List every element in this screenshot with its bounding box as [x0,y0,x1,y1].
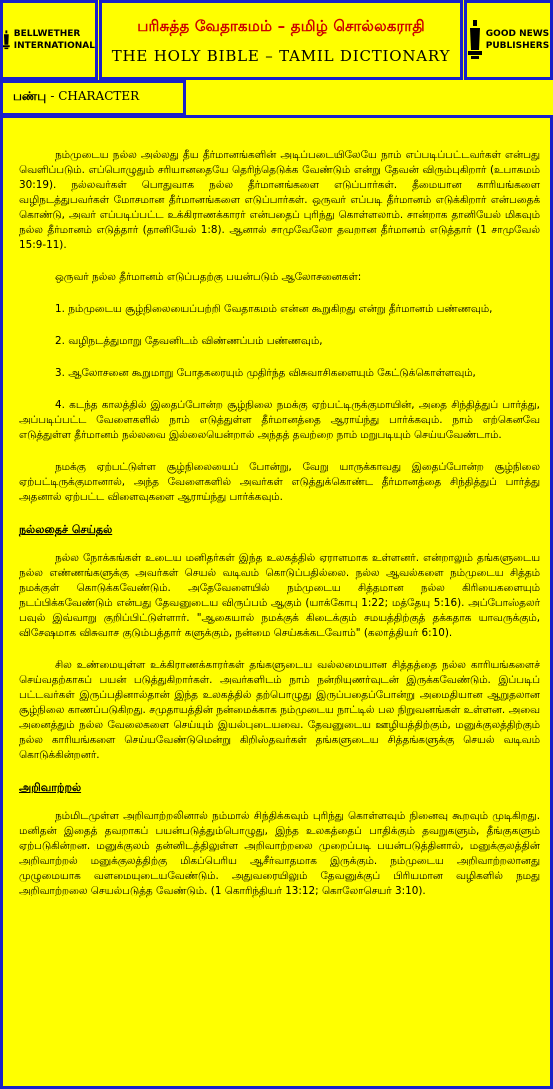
section-title-english: - CHARACTER [50,89,140,103]
left-logo-box [0,0,98,80]
paragraph: நம்மிடமுள்ள அறிவாற்றலினால் நம்மால் சிந்திக்கவும் புரிந்து கொள்ளவும் நினைவு கூறவும் முடிகிறது. மனிதன் இதைத் தவறாகப் பயன்படுத்தும்பொழுது, இந்த உலகத்தைப் பாதிக்கும் தவறுகளும், தீங்குகளும் ஏற்படுகின்றன. மனுக்குலம் தன்னிடத்திலுள்ள அறிவாற்றலை முறைப்படி பயன்படுத்தினால், மனுக்குலத்தின் அறிவாற்றல் மனுக்குலத்திற்கு மிகப்பெரிய ஆசீர்வாதமாக இருக்கும். நம்முடைய அறிவாற்றலானது முழுமையாக வளமையுடையவேண்டும். அதுவரையிலும் தேவனுக்குப் பிரியமான வழிகளில் நமது அறிவாற்றலை செயல்படுத்த வேண்டும். (1 கொரிந்தியர் 13:12; கொலோசெயர் 3:10). [19,810,540,897]
list-item: 3. ஆலோசனை கூறுமாறு போதகரையும் முதிர்ந்த விசுவாசிகளையும் கேட்டுக்கொள்ளவும், [55,367,476,379]
list-item: 2. வழிநடத்துமாறு தேவனிடம் விண்ணப்பம் பண்ணவும், [55,335,323,347]
title-english: THE HOLY BIBLE – TAMIL DICTIONARY [111,47,451,65]
content-box [0,115,553,1089]
good-news-icon [468,20,482,60]
section-tab [0,80,186,116]
list-item: 1. நம்முடைய சூழ்நிலையைப்பற்றி வேதாகமம் என்ன கூறுகிறது என்று தீர்மானம் பண்ணவும், [55,303,493,315]
header [0,0,553,80]
title-tamil: பரிசுத்த வேதாகமம் – தமிழ் சொல்லகராதி [137,17,425,35]
section-title-tamil: பண்பு [13,89,47,103]
left-logo-line2: INTERNATIONAL [13,41,95,51]
paragraph: நம்முடைய நல்ல அல்லது தீய தீர்மானங்களின் அடிப்படையிலேயே நாம் எப்படிப்பட்டவர்கள் என்பது வெளிப்படும். எப்பொழுதும் சரியானதையே தெரிந்தெடுக்க வேண்டும் என்று தேவன் விரும்புகிறார் (உபாகமம் 30:19). நல்லவர்கள் பொதுவாக நல்ல தீர்மானங்களை எடுப்பார்கள். தீமையான காரியங்களை வழிநடத்துபவர்கள் மோசமான தீர்மானங்களை எடுப்பார்கள். ஒருவர் எப்படி தீர்மானம் எடுக்கிறார் என்பதைக் கொண்டு, அவர் எப்படிப்பட்ட உக்கிராணக்காரர் என்பதைப் புரிந்து கொள்ளலாம். சான்றாக தானியேல் மிகவும் நல்ல தீர்மானம் எடுத்தார் (தானியேல் 1:8). ஆனால் சாமுவேலோ தவறான தீர்மானம் எடுத்தார் (1 சாமுவேல் 15:9-11). [19,149,540,251]
paragraph: சில உண்மையுள்ள உக்கிராணக்காரர்கள் தங்களுடைய வல்லமையான சித்தத்தை நல்ல காரியங்களைச் செய்வதற்காகப் பயன் படுத்துகிறார்கள். அவர்களிடம் நாம் நன்றியுணர்வுடன் இருக்கவேண்டும். இப்படிப் பட்டவர்கள் இருப்பதினால்தான் இந்த உலகத்தில் தற்பொழுது இருப்பதைப்போன்று அமைதியான ஆறுதலான சூழ்நிலை காணப்படுகிறது. சமுதாயத்தின் நன்மைக்காக நம்முடைய நாட்டில் பல நிறுவனங்கள் உள்ளன. அவை அனைத்தும் நல்ல வேலைகளை செய்யும் இயல்புடையவை. தேவனுடைய ஊழியத்திற்கும், மனுக்குலத்திற்கும் நல்ல காரியங்களை செய்யவேண்டுமென்று கிறிஸ்தவர்கள் தங்களுடைய சித்தங்களுக்கு செயல் வடிவம் கொடுக்கின்றனர். [19,659,540,761]
right-logo-line1: GOOD NEWS [485,29,550,39]
subheading: அறிவாற்றல் [19,781,82,794]
title-box [99,0,463,80]
bellwether-icon [3,20,10,60]
list-item: 4. கடந்த காலத்தில் இதைப்போன்ற சூழ்நிலை நமக்கு ஏற்பட்டிருக்குமாயின், அதை சிந்தித்துப் பார்த்து, அப்படிப்பட்ட வேளைகளில் நாம் எடுத்துள்ள தீர்மானத்தை ஆராய்ந்து பார்க்கவும். நாம் எற்கெனவே எடுத்துள்ள தீர்மானம் நல்லவை இல்லையென்றால் அந்தத் தவற்றை நாம் மறுபடியும் செய்யவேண்டாம். [19,399,540,441]
paragraph: நமக்கு ஏற்பட்டுள்ள சூழ்நிலையைப் போன்று, வேறு யாருக்காவது இதைப்போன்ற சூழ்நிலை ஏற்பட்டிருக்குமானால், அந்த வேளைகளில் அவர்கள் எடுத்துக்கொண்ட தீர்மானத்தை சிந்தித்துப் பார்த்து அதனால் ஏற்பட்ட விளைவுகளை ஆராய்ந்து பார்க்கவும். [19,461,540,503]
right-logo-box [464,0,553,80]
right-logo-line2: PUBLISHERS [485,41,550,51]
left-logo-line1: BELLWETHER [13,29,81,39]
paragraph: நல்ல நோக்கங்கள் உடைய மனிதர்கள் இந்த உலகத்தில் ஏராளமாக உள்ளனர். என்றாலும் தங்களுடைய நல்ல எண்ணங்களுக்கு அவர்கள் செயல் வடிவம் கொடுப்பதில்லை. நல்ல ஆவல்களை நம்முடைய சித்தம் நமக்குள் கொடுக்கவேண்டும். அதேவேளையில் நம்முடைய சித்தமான நல்ல கிரியைகளையும் நடப்பிக்கவேண்டும் என்பது தேவனுடைய விருப்பம் ஆகும் (யாக்கோபு 1:22; மத்தேயு 5:16). அப்போஸ்தலர் பவுல் இவ்வாறு குறிப்பிட்டுள்ளார். "ஆகையால் நமக்குக் கிடைக்கும் சமயத்திற்குத் தக்கதாக யாவருக்கும், விசேஷமாக விசுவாச குடும்பத்தார் களுக்கும், நன்மை செய்கக்கடவோம்" (கலாத்தியர் 6:10). [19,552,540,639]
left-logo-text [14,28,95,52]
article-body [19,148,540,916]
section-title [13,89,139,105]
paragraph: ஒருவர் நல்ல தீர்மானம் எடுப்பதற்கு பயன்படும் ஆலோசனைகள்: [55,271,362,283]
subheading: நல்லதைச் செய்தல் [19,523,113,536]
right-logo-text [486,28,549,52]
